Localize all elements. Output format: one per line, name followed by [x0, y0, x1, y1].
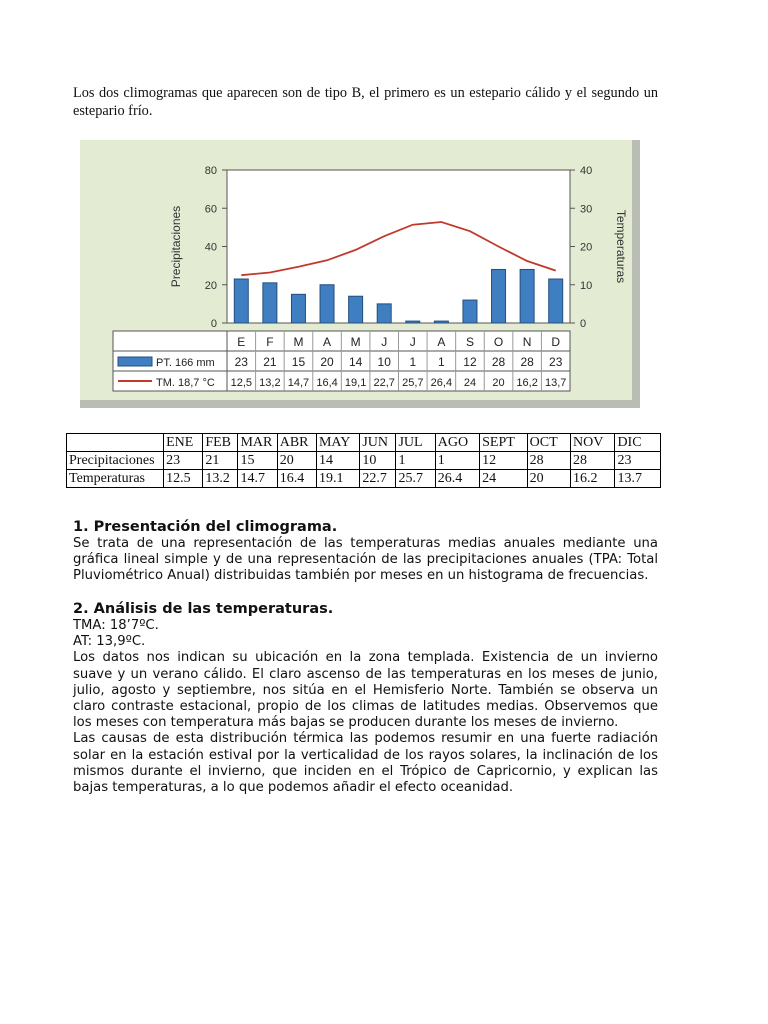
precip-data-label: 21	[263, 355, 277, 369]
table-row	[67, 452, 661, 470]
table-cell: 19.1	[316, 470, 359, 488]
plot-area	[227, 170, 570, 323]
month-label: A	[437, 335, 446, 349]
table-corner-cell	[67, 434, 164, 452]
table-cell: 24	[480, 470, 528, 488]
precip-bar	[463, 300, 477, 323]
precip-bar	[492, 269, 506, 323]
y2-tick-label: 30	[580, 203, 593, 216]
precip-bar	[320, 285, 334, 323]
at-line: AT: 13,9ºC.	[73, 634, 146, 650]
precip-bar	[234, 279, 248, 323]
month-label: D	[551, 335, 561, 349]
table-month-header: FEB	[203, 434, 238, 452]
precip-bar	[549, 279, 563, 323]
legend-bar-swatch	[118, 357, 152, 366]
month-label: A	[323, 335, 332, 349]
table-cell: 15	[238, 452, 277, 470]
table-cell: 12.5	[164, 470, 203, 488]
table-cell: 14.7	[238, 470, 277, 488]
temp-data-label: 20	[492, 377, 505, 389]
y2-tick-label: 10	[580, 279, 593, 292]
y-axis-title: Precipitaciones	[169, 205, 183, 288]
month-label: M	[293, 335, 304, 349]
temp-data-label: 13,2	[259, 377, 281, 389]
month-label: O	[493, 335, 504, 349]
legend-precip-label: PT. 166 mm	[156, 357, 215, 369]
section-title: 1. Presentación del climograma.	[73, 519, 338, 535]
precip-data-label: 15	[291, 355, 306, 369]
temp-data-label: 13,7	[544, 377, 567, 389]
section-body: Se trata de una representación de las temperaturas medias anuales mediante una gráfica lineal simple y de una representación de las precipitaciones anuales (TPA: Total Pluviométrico Anual) distribuidas también por meses en un histograma de frecuencias.	[73, 536, 658, 584]
table-month-header: DIC	[615, 434, 661, 452]
section-title: 2. Análisis de las temperaturas.	[73, 601, 334, 617]
table-cell: 28	[571, 452, 615, 470]
table-cell: 1	[435, 452, 479, 470]
precip-bar	[291, 294, 305, 323]
y-tick-label: 20	[204, 279, 217, 292]
intro-paragraph: Los dos climogramas que aparecen son de tipo B, el primero es un estepario cálido y el segundo un estepario frío.	[73, 85, 658, 119]
y-tick-label: 80	[204, 165, 217, 177]
table-cell: 13.7	[615, 470, 661, 488]
precip-data-label: 1	[438, 355, 445, 369]
precip-data-label: 10	[377, 355, 391, 369]
table-cell: 21	[203, 452, 238, 470]
month-label: N	[522, 335, 532, 349]
precip-data-label: 23	[234, 355, 248, 369]
analysis-paragraph: Los datos nos indican su ubicación en la zona templada. Existencia de un invierno suave y un verano cálido. El claro ascenso de las temperaturas en los meses de junio, julio, agosto y septiembre, nos sitúa en el Hemisferio Norte. También se observa un claro contraste estacional, propio de los climas de latitudes medias. Observemos que los meses con temperatura más bajas se producen durante los meses de invierno.	[73, 650, 658, 731]
month-label: J	[409, 335, 416, 349]
table-row-label: Precipitaciones	[67, 452, 164, 470]
table-cell: 12	[480, 452, 528, 470]
temp-data-label: 19,1	[344, 377, 367, 389]
temp-data-label: 26,4	[430, 377, 453, 389]
table-cell: 26.4	[435, 470, 479, 488]
precip-data-label: 28	[491, 355, 506, 369]
table-cell: 20	[527, 470, 570, 488]
table-month-header: ENE	[164, 434, 203, 452]
table-cell: 16.4	[277, 470, 316, 488]
precip-data-label: 28	[520, 355, 534, 369]
precip-bar	[434, 321, 448, 323]
table-month-header: NOV	[571, 434, 615, 452]
y-tick-label: 0	[210, 318, 217, 330]
table-row-label: Temperaturas	[67, 470, 164, 488]
table-header-row	[67, 434, 661, 452]
tma-line: TMA: 18’7ºC.	[73, 618, 159, 633]
temp-data-label: 24	[463, 377, 477, 389]
y2-axis-title: Temperaturas	[614, 209, 628, 284]
temp-data-label: 12,5	[230, 377, 253, 389]
month-label: S	[465, 335, 474, 349]
table-month-header: MAR	[238, 434, 277, 452]
precip-data-label: 14	[348, 355, 363, 369]
table-cell: 22.7	[360, 470, 396, 488]
y-tick-label: 60	[204, 203, 217, 216]
table-month-header: ABR	[277, 434, 316, 452]
table-month-header: JUL	[396, 434, 435, 452]
precip-data-label: 23	[549, 355, 563, 369]
month-label: M	[350, 335, 361, 349]
month-label: J	[381, 335, 388, 349]
table-month-header: OCT	[527, 434, 570, 452]
climogram-figure	[80, 140, 640, 408]
precip-bar	[263, 283, 277, 323]
legend-temp-label: TM. 18,7 °C	[156, 377, 215, 389]
y2-tick-label: 40	[580, 165, 593, 177]
table-cell: 13.2	[203, 470, 238, 488]
table-cell: 16.2	[571, 470, 615, 488]
causes-paragraph: Las causas de esta distribución térmica las podemos resumir en una fuerte radiación solar en la estación estival por la verticalidad de los rayos solares, la inclinación de los mismos durante el invierno, que inciden en el Trópico de Capricornio, y explican las bajas temperaturas, a lo que podemos añadir el efecto oceanidad.	[73, 731, 658, 796]
precip-data-label: 12	[463, 355, 477, 369]
table-cell: 14	[316, 452, 359, 470]
table-cell: 23	[615, 452, 661, 470]
precip-data-label: 20	[320, 355, 334, 369]
table-cell: 23	[164, 452, 203, 470]
climate-data-table	[66, 433, 661, 488]
precip-data-label: 1	[409, 355, 417, 369]
precip-bar	[349, 296, 363, 323]
precip-bar	[406, 321, 420, 323]
y-tick-label: 40	[204, 241, 217, 254]
precip-bar	[520, 269, 534, 323]
temp-data-label: 14,7	[287, 377, 310, 389]
table-month-header: MAY	[316, 434, 359, 452]
temp-data-label: 25,7	[402, 377, 424, 389]
table-cell: 28	[527, 452, 570, 470]
month-label: E	[237, 335, 246, 349]
y2-tick-label: 20	[580, 241, 593, 254]
table-cell: 25.7	[396, 470, 435, 488]
table-month-header: JUN	[360, 434, 396, 452]
table-cell: 20	[277, 452, 316, 470]
month-label: F	[266, 335, 274, 349]
temp-data-label: 16,2	[516, 377, 538, 389]
table-month-header: AGO	[435, 434, 479, 452]
table-cell: 1	[396, 452, 435, 470]
climogram-chart	[80, 140, 632, 400]
table-row	[67, 470, 661, 488]
y2-tick-label: 0	[580, 318, 587, 330]
temp-data-label: 16,4	[316, 377, 338, 389]
table-cell: 10	[360, 452, 396, 470]
table-month-header: SEPT	[480, 434, 528, 452]
precip-bar	[377, 304, 391, 323]
section-analisis	[73, 601, 658, 796]
section-presentacion	[73, 519, 658, 585]
temp-data-label: 22,7	[373, 377, 395, 389]
